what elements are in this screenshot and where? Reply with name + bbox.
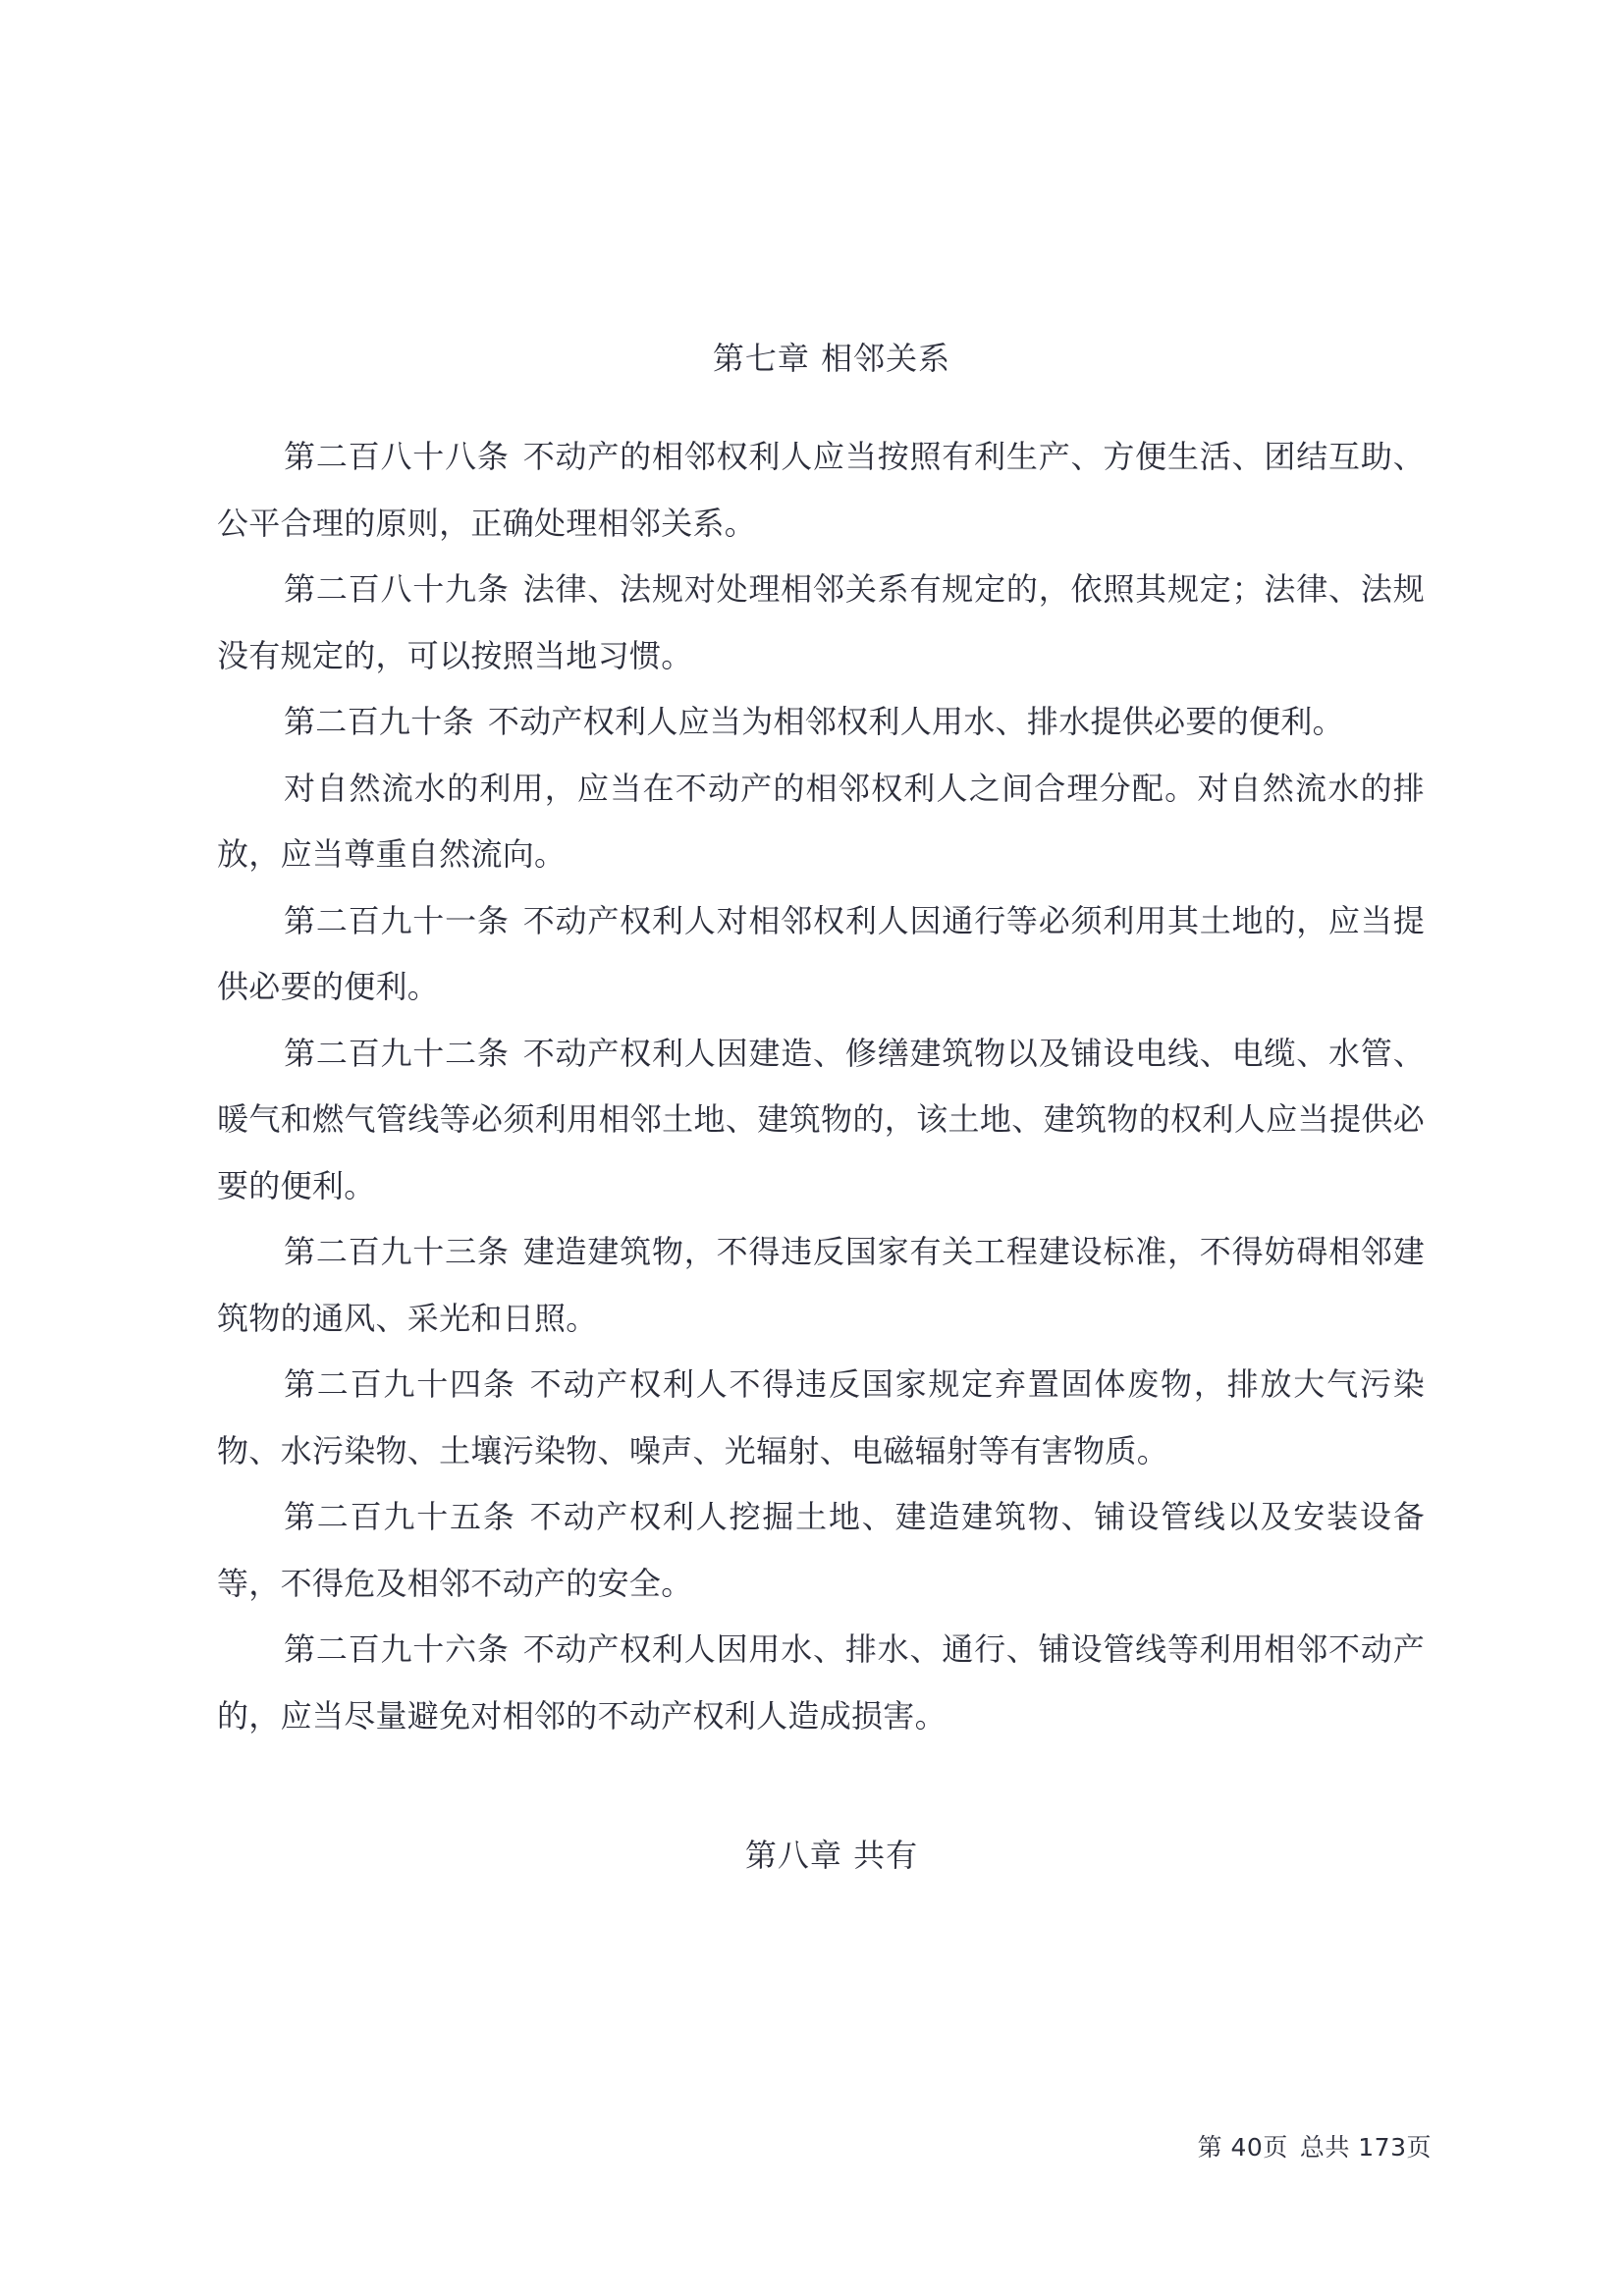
article-list (217, 424, 1425, 1749)
article-text: 对自然流水的利用，应当在不动产的相邻权利人之间合理分配。对自然流水的排放，应当尊重自然流向。 (217, 769, 1425, 873)
article-text: 不动产权利人应当为相邻权利人用水、排水提供必要的便利。 (487, 703, 1344, 740)
chapter-7-title: 第七章 相邻关系 (712, 340, 951, 377)
article-290-paragraph-2 (217, 756, 1425, 888)
article-text: 不动产权利人因建造、修缮建筑物以及铺设电线、电缆、水管、暖气和燃气管线等必须利用相邻土地、建筑物的，该土地、建筑物的权利人应当提供必要的便利。 (217, 1034, 1425, 1204)
article-289 (217, 557, 1425, 689)
article-text: 不动产权利人不得违反国家规定弃置固体废物，排放大气污染物、水污染物、土壤污染物、噪声、光辐射、电磁辐射等有害物质。 (217, 1365, 1425, 1469)
page-footer (1198, 2128, 1432, 2163)
article-number: 第二百九十二条 (284, 1034, 510, 1072)
article-text: 建造建筑物，不得违反国家有关工程建设标准，不得妨碍相邻建筑物的通风、采光和日照。 (217, 1233, 1425, 1337)
page-number: 第 40页 (1197, 2133, 1288, 2162)
page-total: 总共 173页 (1299, 2133, 1432, 2162)
article-text: 不动产权利人挖掘土地、建造建筑物、铺设管线以及安装设备等，不得危及相邻不动产的安全。 (217, 1498, 1425, 1602)
article-291 (217, 888, 1425, 1021)
article-296 (217, 1617, 1425, 1749)
article-text: 不动产权利人对相邻权利人因通行等必须利用其土地的，应当提供必要的便利。 (217, 901, 1425, 1005)
article-text: 不动产权利人因用水、排水、通行、铺设管线等利用相邻不动产的，应当尽量避免对相邻的不动产权利人造成损害。 (217, 1630, 1425, 1735)
article-number: 第二百九十四条 (284, 1365, 516, 1403)
article-number: 第二百九十一条 (284, 901, 510, 939)
article-text: 不动产的相邻权利人应当按照有利生产、方便生活、团结互助、公平合理的原则，正确处理相邻关系。 (217, 438, 1425, 542)
article-288 (217, 424, 1425, 557)
article-number: 第二百九十五条 (284, 1498, 516, 1535)
article-294 (217, 1352, 1425, 1484)
article-number: 第二百九十条 (284, 703, 474, 740)
article-number: 第二百九十三条 (284, 1233, 510, 1270)
article-293 (217, 1219, 1425, 1352)
article-292 (217, 1021, 1425, 1220)
article-number: 第二百九十六条 (284, 1630, 510, 1668)
article-295 (217, 1484, 1425, 1617)
article-number: 第二百八十八条 (284, 438, 510, 475)
article-text: 法律、法规对处理相邻关系有规定的，依照其规定；法律、法规没有规定的，可以按照当地习惯。 (217, 570, 1425, 674)
article-number: 第二百八十九条 (284, 570, 510, 608)
chapter-8-title: 第八章 共有 (744, 1837, 919, 1874)
article-290 (217, 689, 1425, 756)
